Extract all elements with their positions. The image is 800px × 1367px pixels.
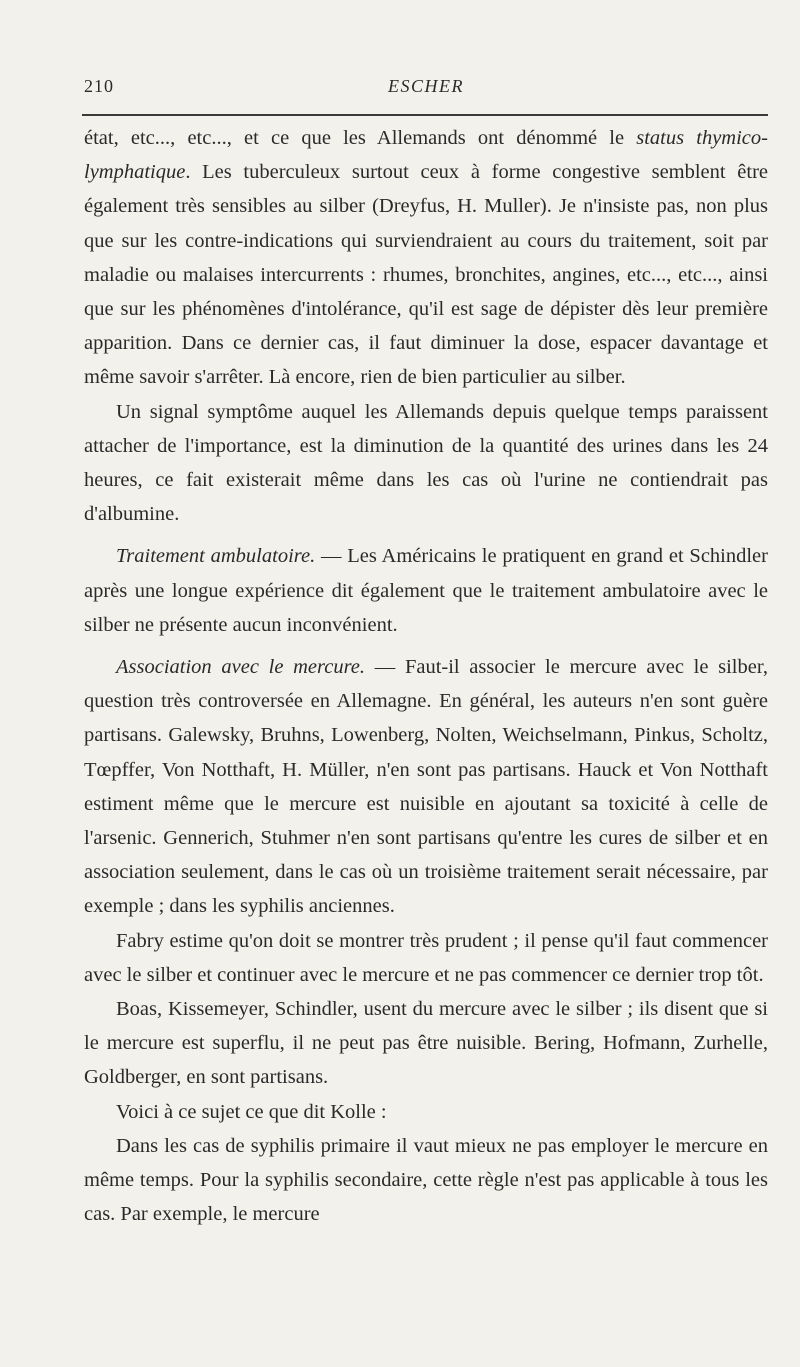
paragraph-8: Dans les cas de syphilis primaire il vaut mieux ne pas employer le mercure en même temps. Pour la syphilis secondaire, cette règle n'est pas applicable à tous les cas. Par exemple, le mercure [84,1134,768,1226]
paragraph-4-text: — Faut-il associer le mercure avec le silber, question très controversée en Allemagne. En général, les auteurs n'en sont guère partisans. Galewsky, Bruhns, Lowenberg, Nolten, Weichselmann, Pinkus, Scholtz, Tœpffer, Von Notthaft, H. Müller, n'en sont pas partisans. Hauck et Von Notthaft estiment même que le mercure est nuisible en ajoutant sa toxicité à celle de l'arsenic. Gennerich, Stuhmer n'en sont partisans qu'entre les cures de silber et en association seulement, dans le cas où un troisième traitement serait nécessaire, par exemple ; dans les syphilis anciennes. [84,656,768,918]
paragraph-1-italic: status thymico-lymphatique [84,127,768,184]
paragraph-3-text: — Les Américains le pratiquent en grand et Schindler après une longue expérience dit également que le traitement ambulatoire avec le silber ne présente aucun inconvénient. [84,545,768,636]
paragraph-1 [84,121,768,395]
paragraph-1-text-b: . Les tuberculeux surtout ceux à forme congestive semblent être également très sensibles au silber (Dreyfus, H. Muller). Je n'insiste pas, non plus que sur les contre-indications qui surviendraient au cours du traitement, soit par maladie ou malaises intercurrents : rhumes, bronchites, angines, etc..., etc..., ainsi que sur les phénomènes d'intolérance, qu'il est sage de dépister dès leur première apparition. Dans ce dernier cas, il faut diminuer la dose, espacer davantage et même savoir s'arrêter. Là encore, rien de bien particulier au silber. [84,161,768,389]
paragraph-5: Fabry estime qu'on doit se montrer très prudent ; il pense qu'il faut commencer avec le silber et continuer avec le mercure et ne pas commencer ce dernier trop tôt. [84,929,768,986]
page-header [84,76,768,108]
paragraph-1-text-a: état, etc..., etc..., et ce que les Allemands ont dénommé le [84,127,637,149]
section-heading-traitement: Traitement ambulatoire. [116,545,316,568]
header-rule [82,114,768,116]
paragraph-4 [84,650,768,924]
body-text [84,121,768,1232]
running-title: ESCHER [388,76,464,96]
paragraph-6: Boas, Kissemeyer, Schindler, usent du mercure avec le silber ; ils disent que si le mercure est superflu, il ne peut pas être nuisible. Bering, Hofmann, Zurhelle, Goldberger, en sont partisans. [84,998,768,1089]
paragraph-3 [84,539,768,642]
section-heading-association: Association avec le mercure. [116,656,366,679]
paragraph-7: Voici à ce sujet ce que dit Kolle : [116,1100,387,1123]
paragraph-2: Un signal symptôme auquel les Allemands depuis quelque temps paraissent attacher de l'importance, est la diminution de la quantité des urines dans les 24 heures, ce fait existerait même dans les cas où l'urine ne contiendrait pas d'albumine. [84,400,768,526]
page-number: 210 [84,76,114,96]
